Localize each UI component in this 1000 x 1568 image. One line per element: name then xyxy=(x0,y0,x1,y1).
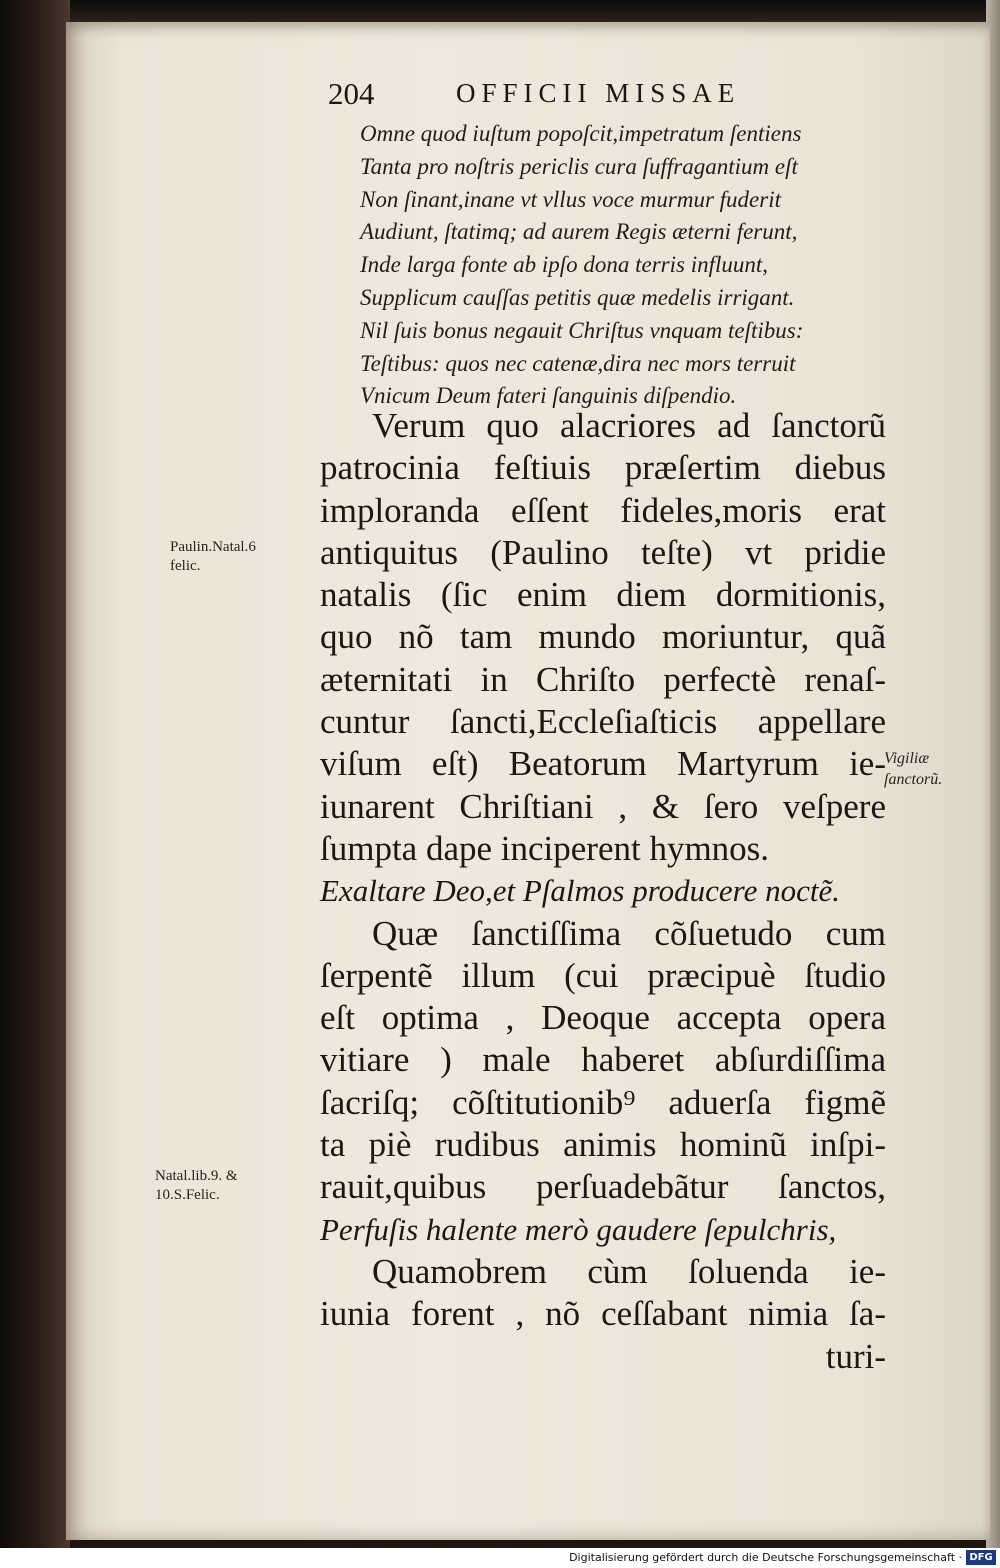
quotation-line: Exaltare Deo,et Pſalmos producere noctẽ. xyxy=(320,873,840,909)
verse-line: Audiunt, ſtatimq; ad aurem Regis æterni ferunt, xyxy=(360,219,798,245)
body-line: ſerpentẽ illum (cui præcipuè ſtudio xyxy=(320,955,886,995)
margin-note-natal xyxy=(155,1167,305,1205)
body-line: ſumpta dape inciperent hymnos. xyxy=(320,828,770,868)
verse-line: Tanta pro noſtris periclis cura ſuffragantium eſt xyxy=(360,153,798,179)
running-head xyxy=(328,76,808,116)
verse-line: Non ſinant,inane vt vllus voce murmur fuderit xyxy=(360,186,781,212)
margin-note-line: felic. xyxy=(170,558,201,574)
verse-line: Vnicum Deum fateri ſanguinis diſpendio. xyxy=(360,383,737,409)
margin-note-line: 10.S.Felic. xyxy=(155,1187,220,1203)
verse-line: Inde larga fonte ab ipſo dona terris influunt, xyxy=(360,252,769,278)
scan-background-top xyxy=(0,0,1000,22)
margin-note-line: Natal.lib.9. & xyxy=(155,1168,238,1184)
body-line: æternitati in Chriſto perfectè renaſ- xyxy=(320,659,886,699)
body-line: cuntur ſancti,Eccleſiaſticis appellare xyxy=(320,702,886,742)
margin-note-line: Paulin.Natal.6 xyxy=(170,539,256,555)
body-line: rauit,quibus perſuadebãtur ſanctos, xyxy=(320,1167,886,1207)
running-title: OFFICII MISSAE xyxy=(456,78,741,108)
body-line: Quamobrem cùm ſoluenda ie- xyxy=(372,1251,886,1291)
margin-note-paulinus xyxy=(170,538,320,576)
quotation-line: Perfuſis halente merò gaudere ſepulchris, xyxy=(320,1211,837,1247)
verse-block xyxy=(360,118,850,413)
body-line: Quæ ſanctiſſima cõſuetudo cum xyxy=(372,913,886,953)
margin-note-line: ſanctorũ. xyxy=(884,771,943,788)
body-line: natalis (ſic enim diem dormitionis, xyxy=(320,575,886,615)
verse-line: Omne quod iuſtum popoſcit,impetratum ſentiens xyxy=(360,121,802,146)
body-line: vitiare ) male haberet abſurdiſſima xyxy=(320,1040,886,1080)
verse-line: Nil ſuis bonus negauit Chriſtus vnquam teſtibus: xyxy=(360,317,804,343)
body-line: viſum eſt) Beatorum Martyrum ie- xyxy=(320,744,886,784)
margin-note-line: Vigiliæ xyxy=(884,750,930,767)
page-number: 204 xyxy=(328,76,375,111)
body-line: antiquitus (Paulino teſte) vt pridie xyxy=(320,532,886,572)
verse-line: Supplicum cauſſas petitis quæ medelis irrigant. xyxy=(360,284,795,310)
dfg-logo-icon: DFG xyxy=(966,1550,996,1565)
body-line: ta piè rudibus animis hominũ inſpi- xyxy=(320,1125,886,1165)
body-line: imploranda eſſent fideles,moris erat xyxy=(320,490,886,530)
scan-background-left xyxy=(0,0,70,1568)
body-line: iunia forent , nõ ceſſabant nimia ſa- xyxy=(320,1294,886,1334)
digitization-footer xyxy=(0,1548,1000,1568)
footer-credit: Digitalisierung gefördert durch die Deutsche Forschungsgemeinschaft · xyxy=(569,1551,962,1564)
body-text xyxy=(320,405,886,1378)
body-line: iunarent Chriſtiani , & ſero veſpere xyxy=(320,786,886,826)
body-line: Verum quo alacriores ad ſanctorũ xyxy=(372,406,886,445)
catchword: turi- xyxy=(825,1336,886,1376)
body-line: quo nõ tam mundo moriuntur, quã xyxy=(320,617,886,657)
body-line: ſacriſq; cõſtitutionib⁹ aduerſa figmẽ xyxy=(320,1082,886,1122)
margin-note-vigiliae xyxy=(884,748,984,790)
verse-line: Teſtibus: quos nec catenæ,dira nec mors terruit xyxy=(360,350,796,376)
body-line: patrocinia feſtiuis præſertim diebus xyxy=(320,448,886,488)
body-line: eſt optima , Deoque accepta opera xyxy=(320,998,886,1038)
